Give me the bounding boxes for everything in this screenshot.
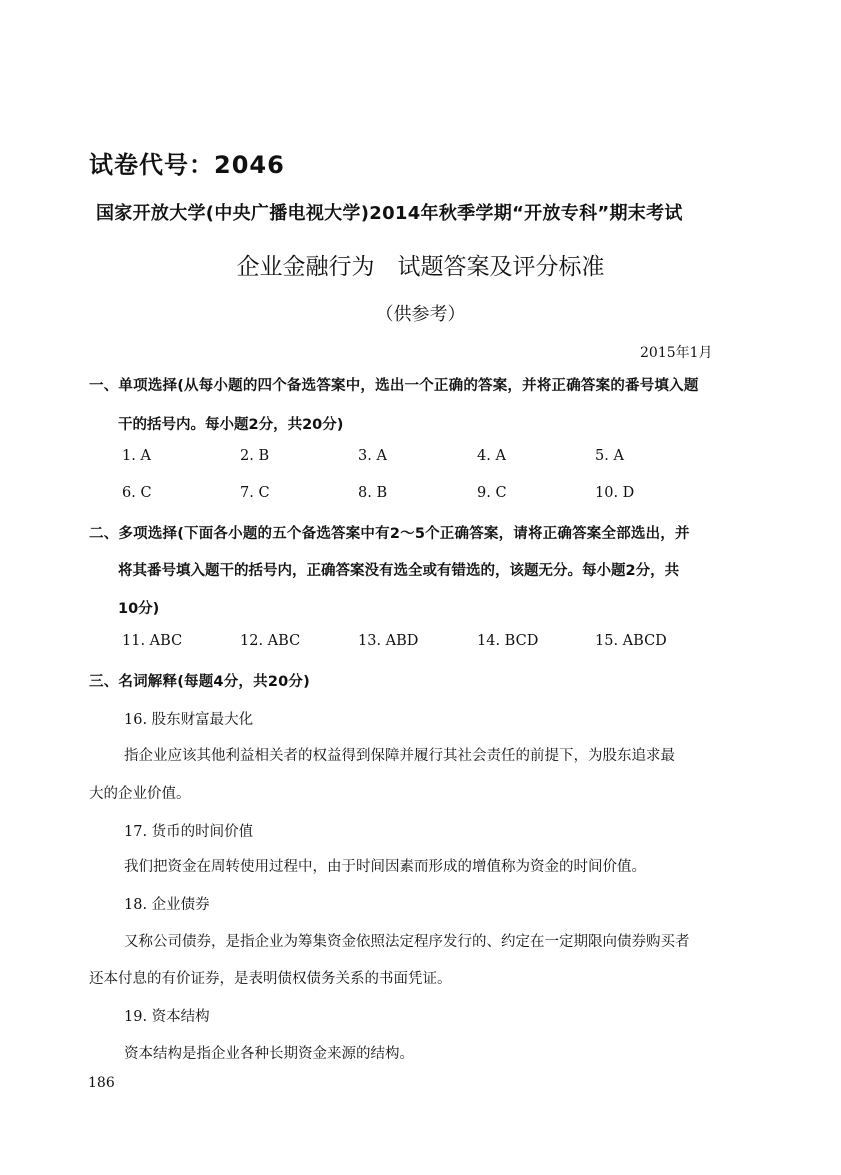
section-1-heading: 一、单项选择(从每小题的四个备选答案中，选出一个正确的答案，并将正确答案的番号填入题 [89,378,699,394]
term-definition: 又称公司债券，是指企业为筹集资金依照法定程序发行的、约定在一定期限向债券购买者 [124,934,690,950]
answer-item: 11. ABC [122,633,183,649]
term-definition: 指企业应该其他利益相关者的权益得到保障并履行其社会责任的前提下，为股东追求最 [124,748,675,764]
exam-date: 2015年1月 [640,345,713,361]
answer-item: 2. B [240,448,270,464]
term-title: 18. 企业债券 [124,897,210,913]
answer-item: 7. C [240,485,270,501]
term-definition: 资本结构是指企业各种长期资金来源的结构。 [124,1046,414,1062]
answer-item: 6. C [122,485,152,501]
section-2-heading-cont: 将其番号填入题干的括号内，正确答案没有选全或有错选的，该题无分。每小题2分，共 [118,563,680,579]
answer-item: 15. ABCD [595,633,667,649]
term-title: 19. 资本结构 [124,1009,210,1025]
answer-item: 1. A [122,448,151,464]
course-title: 企业金融行为 试题答案及评分标准 [236,254,605,280]
term-title: 16. 股东财富最大化 [124,712,254,728]
answer-item: 5. A [595,448,624,464]
answer-item: 14. BCD [477,633,539,649]
section-2-heading: 二、多项选择(下面各小题的五个备选答案中有2～5个正确答案，请将正确答案全部选出，并 [89,526,690,542]
section-3-heading: 三、名词解释(每题4分，共20分) [89,674,310,690]
answer-item: 3. A [358,448,387,464]
section-2-heading-cont: 10分) [118,601,160,617]
exam-title: 国家开放大学(中央广播电视大学)2014年秋季学期“开放专科”期末考试 [96,203,683,224]
answer-item: 13. ABD [358,633,419,649]
term-definition-cont: 大的企业价值。 [89,786,191,802]
term-definition: 我们把资金在周转使用过程中，由于时间因素而形成的增值称为资金的时间价值。 [124,859,646,875]
page-number: 186 [88,1075,115,1091]
answer-item: 12. ABC [240,633,301,649]
answer-item: 4. A [477,448,506,464]
answer-item: 9. C [477,485,507,501]
answer-item: 10. D [595,485,635,501]
paper-code: 试卷代号：2046 [89,151,285,179]
term-definition-cont: 还本付息的有价证券，是表明债权债务关系的书面凭证。 [89,971,452,987]
answer-item: 8. B [358,485,388,501]
reference-note: （供参考） [375,304,466,325]
term-title: 17. 货币的时间价值 [124,824,254,840]
section-1-heading-cont: 干的括号内。每小题2分，共20分) [118,417,344,433]
